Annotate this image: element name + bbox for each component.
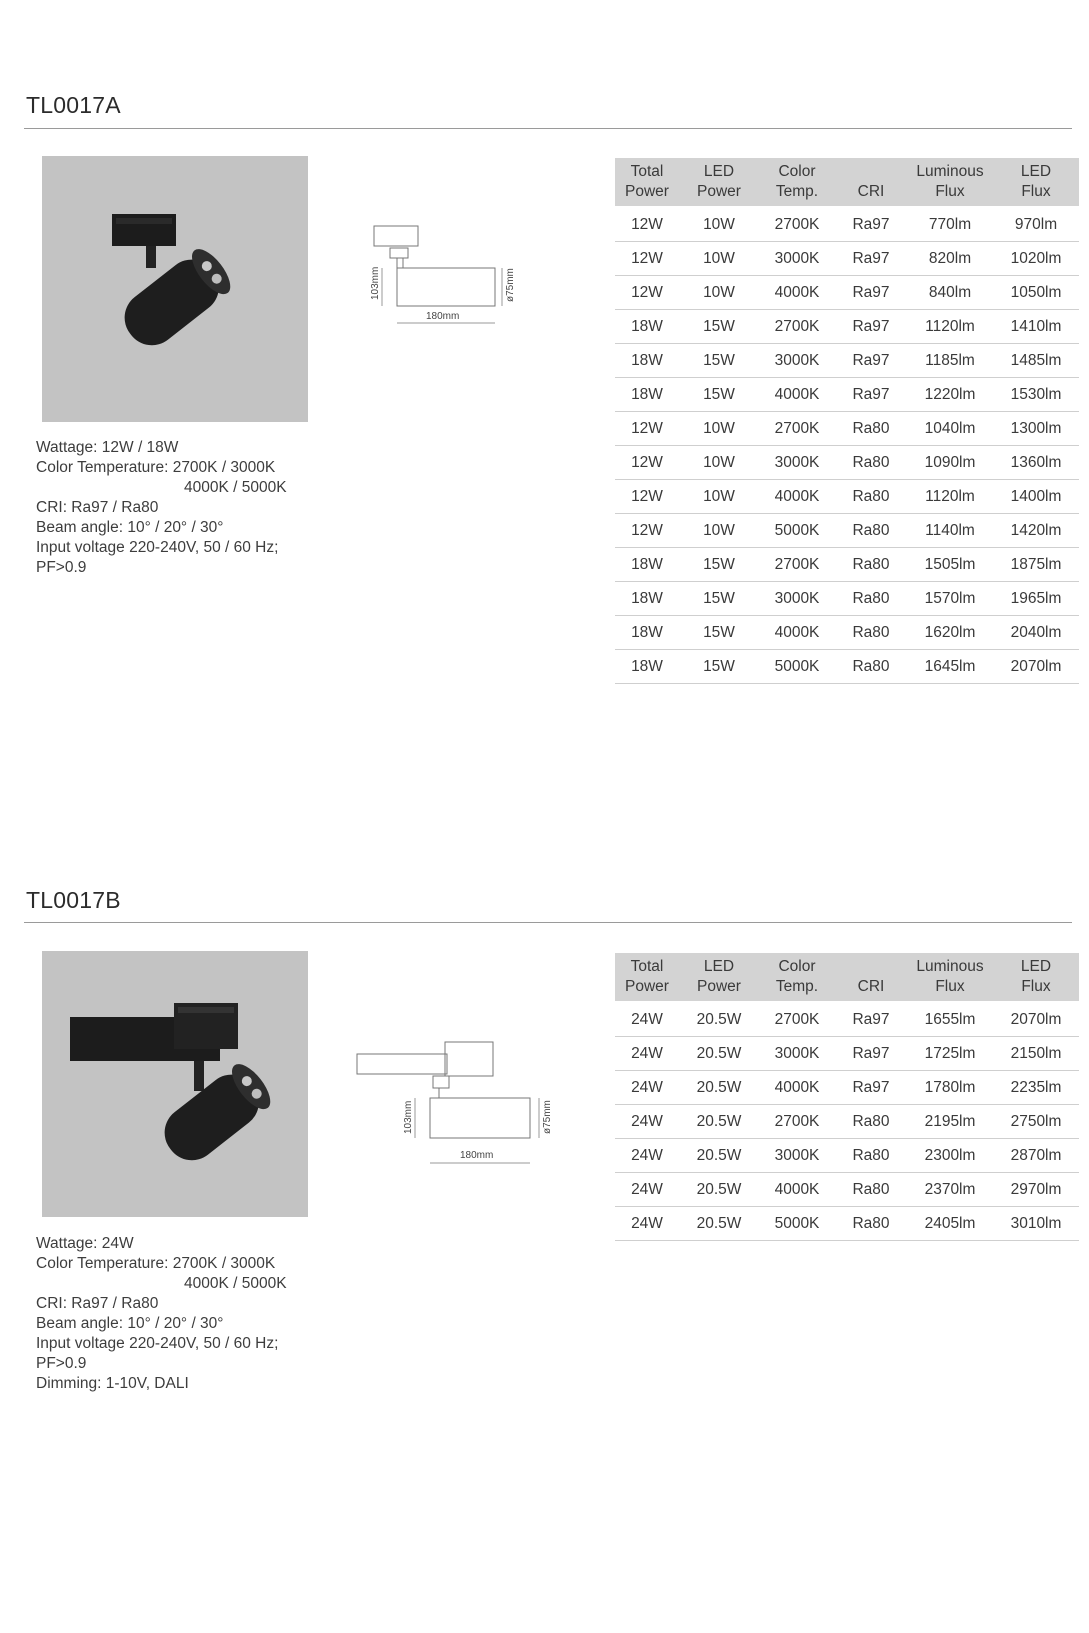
table-row [615, 582, 1079, 616]
total-power-cell: 24W [615, 1105, 679, 1139]
luminous-flux-cell: 770lm [907, 207, 993, 242]
led-power-cell: 20.5W [679, 1071, 759, 1105]
spec-beam-angle: Beam angle: 10° / 20° / 30° [36, 1315, 224, 1332]
cri-cell: Ra97 [835, 1037, 907, 1071]
spec-wattage: Wattage: 24W [36, 1235, 134, 1252]
led-power-cell: 10W [679, 276, 759, 310]
table-row [615, 548, 1079, 582]
header-luminous-flux: Luminous Flux [907, 158, 993, 207]
header-total-power: Total Power [615, 953, 679, 1002]
luminous-flux-cell: 840lm [907, 276, 993, 310]
table-row [615, 446, 1079, 480]
led-power-cell: 15W [679, 582, 759, 616]
length-dimension: 180mm [426, 311, 460, 322]
total-power-cell: 24W [615, 1002, 679, 1037]
led-power-cell: 20.5W [679, 1173, 759, 1207]
total-power-cell: 18W [615, 650, 679, 684]
cri-cell: Ra97 [835, 344, 907, 378]
led-flux-cell: 2235lm [993, 1071, 1079, 1105]
color-temp-cell: 2700K [759, 412, 835, 446]
header-total-power: Total Power [615, 158, 679, 207]
table-row [615, 1105, 1079, 1139]
led-flux-cell: 2070lm [993, 650, 1079, 684]
led-power-cell: 10W [679, 480, 759, 514]
cri-cell: Ra80 [835, 1139, 907, 1173]
table-row [615, 1002, 1079, 1037]
led-power-cell: 10W [679, 207, 759, 242]
total-power-cell: 24W [615, 1139, 679, 1173]
color-temp-cell: 3000K [759, 1037, 835, 1071]
led-flux-cell: 3010lm [993, 1207, 1079, 1241]
led-flux-cell: 1485lm [993, 344, 1079, 378]
table-row [615, 242, 1079, 276]
led-power-cell: 15W [679, 616, 759, 650]
color-temp-cell: 4000K [759, 276, 835, 310]
led-power-cell: 20.5W [679, 1037, 759, 1071]
total-power-cell: 18W [615, 548, 679, 582]
cri-cell: Ra80 [835, 548, 907, 582]
header-led-flux: LED Flux [993, 953, 1079, 1002]
spec-input-voltage: Input voltage 220-240V, 50 / 60 Hz; [36, 539, 279, 556]
total-power-cell: 18W [615, 582, 679, 616]
cri-cell: Ra80 [835, 480, 907, 514]
cri-cell: Ra80 [835, 616, 907, 650]
header-luminous-flux: Luminous Flux [907, 953, 993, 1002]
led-flux-cell: 1400lm [993, 480, 1079, 514]
color-temp-cell: 3000K [759, 582, 835, 616]
cri-cell: Ra97 [835, 1002, 907, 1037]
color-temp-cell: 4000K [759, 1071, 835, 1105]
total-power-cell: 18W [615, 378, 679, 412]
header-cri: CRI [835, 953, 907, 1002]
led-power-cell: 10W [679, 446, 759, 480]
total-power-cell: 24W [615, 1071, 679, 1105]
led-flux-cell: 1050lm [993, 276, 1079, 310]
section-divider [24, 128, 1072, 129]
color-temp-cell: 2700K [759, 1002, 835, 1037]
cri-cell: Ra80 [835, 1207, 907, 1241]
cri-cell: Ra80 [835, 1173, 907, 1207]
cri-cell: Ra97 [835, 242, 907, 276]
color-temp-cell: 4000K [759, 616, 835, 650]
led-power-cell: 15W [679, 344, 759, 378]
color-temp-cell: 3000K [759, 1139, 835, 1173]
led-flux-cell: 1410lm [993, 310, 1079, 344]
cri-cell: Ra80 [835, 650, 907, 684]
total-power-cell: 12W [615, 207, 679, 242]
total-power-cell: 12W [615, 480, 679, 514]
total-power-cell: 18W [615, 344, 679, 378]
led-flux-cell: 2150lm [993, 1037, 1079, 1071]
cri-cell: Ra80 [835, 1105, 907, 1139]
led-flux-cell: 2070lm [993, 1002, 1079, 1037]
color-temp-cell: 2700K [759, 207, 835, 242]
total-power-cell: 12W [615, 242, 679, 276]
total-power-cell: 18W [615, 310, 679, 344]
led-flux-cell: 1360lm [993, 446, 1079, 480]
led-power-cell: 15W [679, 650, 759, 684]
color-temp-cell: 2700K [759, 1105, 835, 1139]
spec-beam-angle: Beam angle: 10° / 20° / 30° [36, 519, 224, 536]
total-power-cell: 12W [615, 446, 679, 480]
table-row [615, 412, 1079, 446]
cri-cell: Ra97 [835, 378, 907, 412]
luminous-flux-cell: 1620lm [907, 616, 993, 650]
total-power-cell: 24W [615, 1037, 679, 1071]
led-power-cell: 10W [679, 242, 759, 276]
spec-color-temperature: Color Temperature: 2700K / 3000K [36, 1255, 276, 1272]
diameter-dimension: ø75mm [505, 268, 516, 302]
led-power-cell: 20.5W [679, 1139, 759, 1173]
table-row [615, 207, 1079, 242]
table-row [615, 650, 1079, 684]
spec-color-temperature-cont: 4000K / 5000K [184, 479, 287, 496]
product-photo [42, 951, 308, 1217]
color-temp-cell: 2700K [759, 548, 835, 582]
led-power-cell: 20.5W [679, 1002, 759, 1037]
led-flux-cell: 2870lm [993, 1139, 1079, 1173]
color-temp-cell: 2700K [759, 310, 835, 344]
led-power-cell: 15W [679, 548, 759, 582]
luminous-flux-cell: 1505lm [907, 548, 993, 582]
table-row [615, 1037, 1079, 1071]
height-dimension: 103mm [370, 266, 381, 300]
cri-cell: Ra80 [835, 514, 907, 548]
color-temp-cell: 5000K [759, 1207, 835, 1241]
cri-cell: Ra80 [835, 412, 907, 446]
color-temp-cell: 5000K [759, 650, 835, 684]
header-led-power: LED Power [679, 953, 759, 1002]
header-cri: CRI [835, 158, 907, 207]
luminous-flux-cell: 1185lm [907, 344, 993, 378]
table-row [615, 616, 1079, 650]
table-row [615, 276, 1079, 310]
led-flux-cell: 2040lm [993, 616, 1079, 650]
spec-color-temperature: Color Temperature: 2700K / 3000K [36, 459, 276, 476]
diameter-dimension: ø75mm [542, 1100, 553, 1134]
header-color-temp: Color Temp. [759, 953, 835, 1002]
color-temp-cell: 3000K [759, 242, 835, 276]
total-power-cell: 18W [615, 616, 679, 650]
color-temp-cell: 4000K [759, 480, 835, 514]
led-power-cell: 10W [679, 514, 759, 548]
luminous-flux-cell: 2300lm [907, 1139, 993, 1173]
header-led-flux: LED Flux [993, 158, 1079, 207]
table-header-row [615, 158, 1079, 207]
table-row [615, 310, 1079, 344]
luminous-flux-cell: 2405lm [907, 1207, 993, 1241]
product-title: TL0017B [26, 887, 121, 913]
height-dimension: 103mm [403, 1100, 414, 1134]
luminous-flux-cell: 1140lm [907, 514, 993, 548]
table-row [615, 480, 1079, 514]
color-temp-cell: 3000K [759, 446, 835, 480]
spec-wattage: Wattage: 12W / 18W [36, 439, 179, 456]
luminous-flux-cell: 1040lm [907, 412, 993, 446]
luminous-flux-cell: 1090lm [907, 446, 993, 480]
luminous-flux-cell: 1120lm [907, 480, 993, 514]
luminous-flux-cell: 1645lm [907, 650, 993, 684]
spec-dimming: Dimming: 1-10V, DALI [36, 1375, 189, 1392]
dimension-drawing [355, 1038, 555, 1168]
table-row [615, 1173, 1079, 1207]
track-spotlight-illustration [42, 156, 308, 422]
section-divider [24, 922, 1072, 923]
specs-block [36, 1234, 287, 1394]
table-header-row [615, 953, 1079, 1002]
spec-cri: CRI: Ra97 / Ra80 [36, 1295, 159, 1312]
led-power-cell: 15W [679, 310, 759, 344]
led-flux-cell: 1965lm [993, 582, 1079, 616]
header-color-temp: Color Temp. [759, 158, 835, 207]
table-row [615, 1071, 1079, 1105]
luminous-flux-cell: 1120lm [907, 310, 993, 344]
led-flux-cell: 2970lm [993, 1173, 1079, 1207]
led-power-cell: 10W [679, 412, 759, 446]
luminous-flux-cell: 2370lm [907, 1173, 993, 1207]
luminous-flux-cell: 1220lm [907, 378, 993, 412]
led-flux-cell: 1300lm [993, 412, 1079, 446]
spec-input-voltage: Input voltage 220-240V, 50 / 60 Hz; [36, 1335, 279, 1352]
total-power-cell: 24W [615, 1173, 679, 1207]
dimension-drawing [372, 222, 522, 337]
table-row [615, 514, 1079, 548]
table-row [615, 378, 1079, 412]
led-power-cell: 20.5W [679, 1105, 759, 1139]
led-flux-cell: 1875lm [993, 548, 1079, 582]
led-power-cell: 15W [679, 378, 759, 412]
led-flux-cell: 1020lm [993, 242, 1079, 276]
total-power-cell: 12W [615, 412, 679, 446]
product-title: TL0017A [26, 92, 121, 118]
spec-table [615, 953, 1079, 1241]
total-power-cell: 12W [615, 276, 679, 310]
led-flux-cell: 2750lm [993, 1105, 1079, 1139]
product-photo [42, 156, 308, 422]
led-flux-cell: 1530lm [993, 378, 1079, 412]
cri-cell: Ra97 [835, 276, 907, 310]
header-led-power: LED Power [679, 158, 759, 207]
cri-cell: Ra97 [835, 1071, 907, 1105]
luminous-flux-cell: 1570lm [907, 582, 993, 616]
color-temp-cell: 4000K [759, 1173, 835, 1207]
led-flux-cell: 970lm [993, 207, 1079, 242]
spec-power-factor: PF>0.9 [36, 559, 87, 576]
spec-table [615, 158, 1079, 684]
total-power-cell: 24W [615, 1207, 679, 1241]
led-power-cell: 20.5W [679, 1207, 759, 1241]
spec-power-factor: PF>0.9 [36, 1355, 87, 1372]
spec-cri: CRI: Ra97 / Ra80 [36, 499, 159, 516]
cri-cell: Ra80 [835, 446, 907, 480]
color-temp-cell: 5000K [759, 514, 835, 548]
table-row [615, 1207, 1079, 1241]
total-power-cell: 12W [615, 514, 679, 548]
table-row [615, 1139, 1079, 1173]
color-temp-cell: 3000K [759, 344, 835, 378]
cri-cell: Ra97 [835, 207, 907, 242]
luminous-flux-cell: 1655lm [907, 1002, 993, 1037]
luminous-flux-cell: 820lm [907, 242, 993, 276]
cri-cell: Ra97 [835, 310, 907, 344]
spec-color-temperature-cont: 4000K / 5000K [184, 1275, 287, 1292]
led-flux-cell: 1420lm [993, 514, 1079, 548]
luminous-flux-cell: 2195lm [907, 1105, 993, 1139]
specs-block [36, 438, 287, 578]
length-dimension: 180mm [460, 1150, 494, 1161]
cri-cell: Ra80 [835, 582, 907, 616]
track-spotlight-illustration [42, 951, 308, 1217]
luminous-flux-cell: 1780lm [907, 1071, 993, 1105]
color-temp-cell: 4000K [759, 378, 835, 412]
table-row [615, 344, 1079, 378]
luminous-flux-cell: 1725lm [907, 1037, 993, 1071]
